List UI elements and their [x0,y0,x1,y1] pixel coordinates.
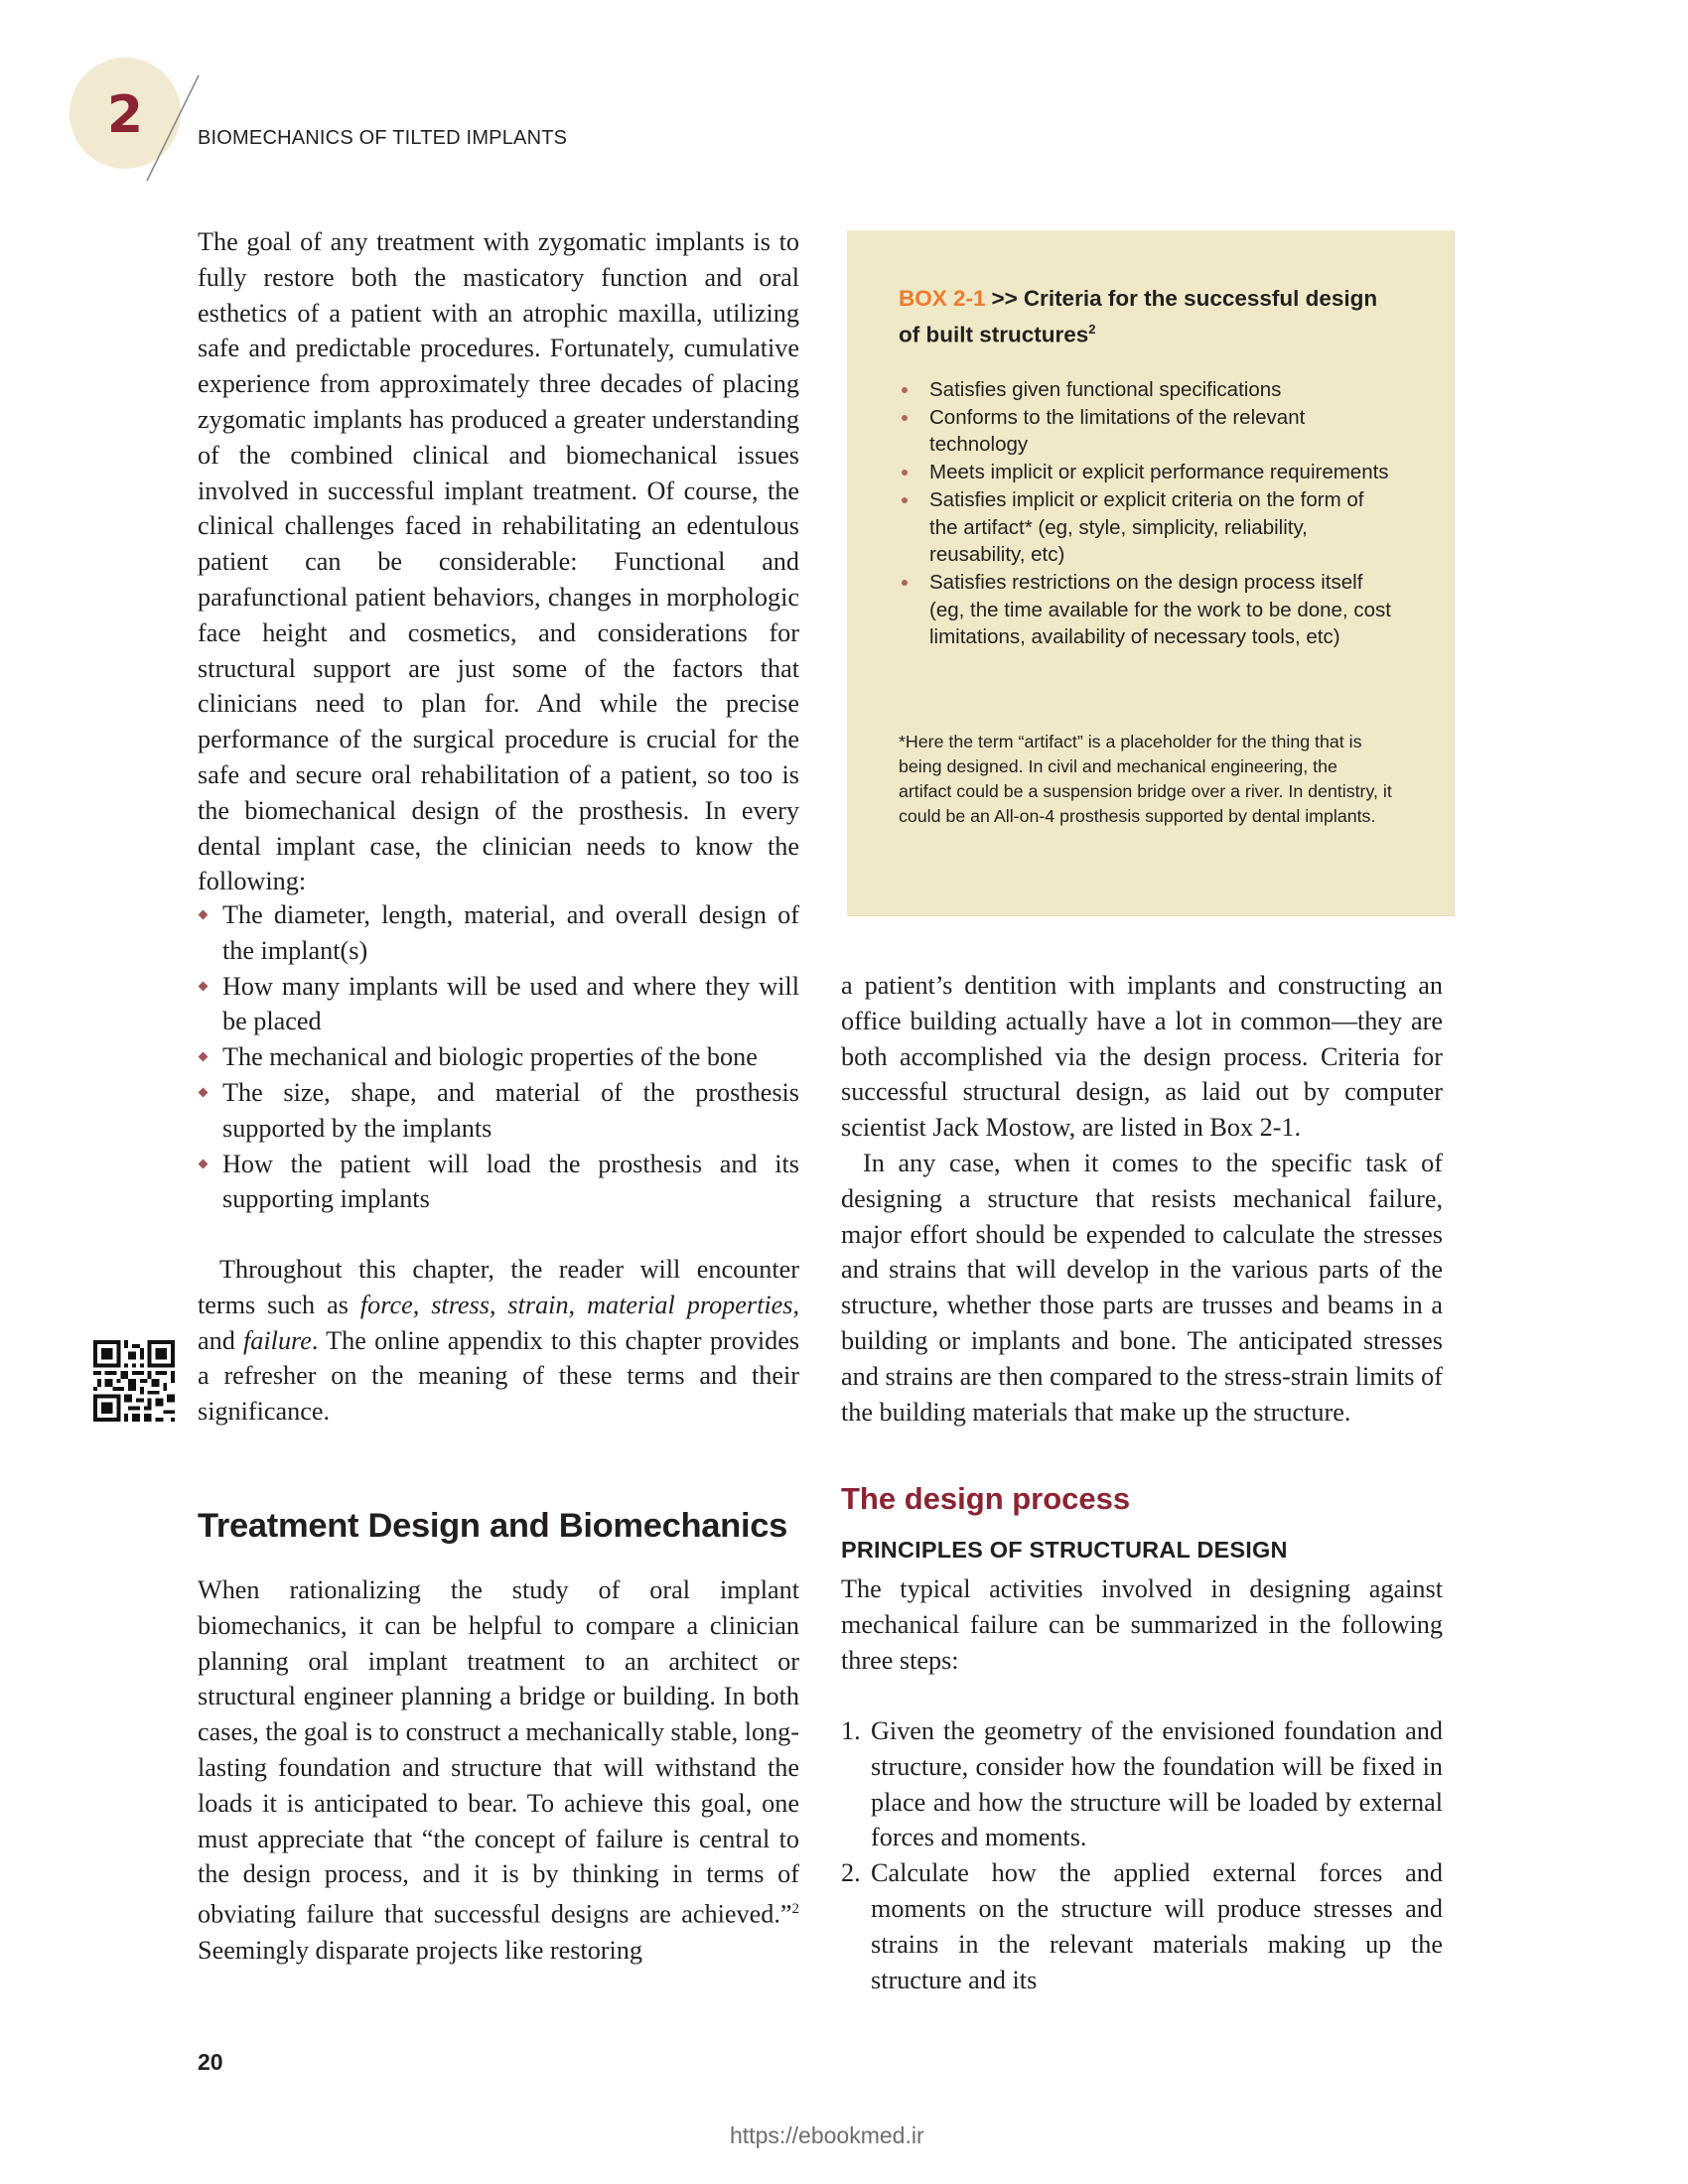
continuation-paragraph: a patient’s dentition with implants and constructing an office building actually have a lot in common—they are both accomplished via the design process. Criteria for successful structural design, as laid out by computer scientist Jack Mostow, are listed in Box 2-1. [841,971,1443,1143]
list-item: 1. Given the geometry of the envisioned foundation and structure, consider how the foundation will be fixed in place and how the structure will be loaded by external forces and moments. [841,1713,1443,1855]
chevron-icon: >> [991,286,1018,311]
list-item: The mechanical and biologic properties of the bone [198,1039,799,1075]
bullet-icon [199,910,209,920]
section-paragraph: When rationalizing the study of oral implant biomechanics, it can be helpful to compare a clinician planning oral implant treatment to an architect or structural engineer planning a bridge or building. In both cases, the goal is to construct a mechanically stable, long-lasting foundation and structure that will withstand the loads it is anticipated to bear. To achieve this goal, one must appreciate that “the concept of failure is central to the design process, and it is by thinking in terms of obviating failure that successful designs are achieved.”$^2$ Seemingly disparate projects like restoring [198,1575,799,1965]
header-slash-divider [139,73,203,183]
section-heading: Treatment Design and Biomechanics [198,1507,788,1545]
list-item: The size, shape, and material of the prosthesis supported by the implants [198,1075,799,1147]
box-label: BOX 2-1 [899,286,986,311]
step-number: 2. [841,1858,861,1888]
step-number: 1. [841,1716,861,1745]
terms-paragraph: Throughout this chapter, the reader will encounter terms such as force, stress, strain, material properties, and failure. The online appendix to this chapter provides a refresher on the meaning of these terms and their significance. [198,1255,800,1427]
list-item: 2. Calculate how the applied external forces and moments on the structure will produce stresses and strains in the relevant materials making up the structure and its [841,1855,1443,1997]
failure-paragraph: In any case, when it comes to the specific task of designing a structure that resists mechanical failure, major effort should be expended to calculate the stresses and strains that will develop in the various parts of the structure, whether those parts are trusses and beams in a building or implants and bone. The anticipated stresses and strains are then compared to the stress-strain limits of the building materials that make up the structure. [841,1149,1443,1427]
bullet-icon [199,981,209,991]
list-item: Conforms to the limitations of the relevant technology [899,404,1395,459]
bullet-icon [902,415,908,421]
bullet-icon [902,497,908,503]
intro-paragraph: The goal of any treatment with zygomatic implants is to fully restore both the masticatory function and oral esthetics of a patient with an atrophic maxilla, utilizing safe and predictable procedures. Fortunately, cumulative experience from approximately three decades of placing zygomatic implants has produced a greater understanding of the combined clinical and biomechanical issues involved in successful implant treatment. Of course, the clinical challenges faced in rehabilitating an edentulous patient can be considerable: Functional and parafunctional patient behaviors, changes in morphologic face height and cosmetics, and considerations for structural support are just some of the factors that clinicians need to plan for. And while the precise performance of the surgical procedure is crucial for the safe and secure oral rehabilitation of a patient, so too is the biomechanical design of the prosthesis. In every dental implant case, the clinician needs to know the following: [198,227,799,896]
implant-factors-list [198,897,799,1217]
bullet-icon [902,387,908,393]
bullet-icon [199,1052,209,1062]
steps-intro: The typical activities involved in designing against mechanical failure can be summarized in the following three steps: [841,1574,1443,1675]
bullet-icon [902,470,908,476]
box-footnote: *Here the term “artifact” is a placeholder for the thing that is being designed. In civil and mechanical engineering, the artifact could be a suspension bridge over a river. In dentistry, it could be an All-on-4 prosthesis supported by dental implants. [899,732,1392,826]
list-item: How the patient will load the prosthesis and its supporting implants [198,1147,799,1218]
bullet-icon [199,1088,209,1098]
chapter-number: 2 [106,85,144,145]
qr-code-icon[interactable] [93,1340,175,1422]
list-item: Satisfies restrictions on the design process itself (eg, the time available for the work to be done, cost limitations, availability of necessary tools, etc) [899,569,1395,651]
list-item: Satisfies implicit or explicit criteria on the form of the artifact* (eg, style, simplicity, reliability, reusability, etc) [899,486,1395,569]
citation-ref: 2 [1088,322,1096,337]
page-number: 20 [198,2049,223,2075]
list-item: Satisfies given functional specifications [899,376,1395,404]
list-item: How many implants will be used and where they will be placed [198,969,799,1040]
list-item: Meets implicit or explicit performance requirements [899,459,1395,486]
subsection-heading: The design process [841,1481,1131,1516]
list-item: The diameter, length, material, and overall design of the implant(s) [198,897,799,969]
running-head: BIOMECHANICS OF TILTED IMPLANTS [198,127,568,149]
caps-heading: PRINCIPLES OF STRUCTURAL DESIGN [841,1537,1288,1563]
bullet-icon [199,1159,209,1168]
box-criteria-list [899,376,1395,651]
box-title: BOX 2-1 >> Criteria for the successful design of built structures$^2$ [899,286,1378,347]
bullet-icon [902,580,908,586]
design-steps-list [841,1713,1443,1997]
citation-ref: 2 [791,1901,799,1918]
watermark-url[interactable]: https://ebookmed.ir [730,2122,924,2148]
